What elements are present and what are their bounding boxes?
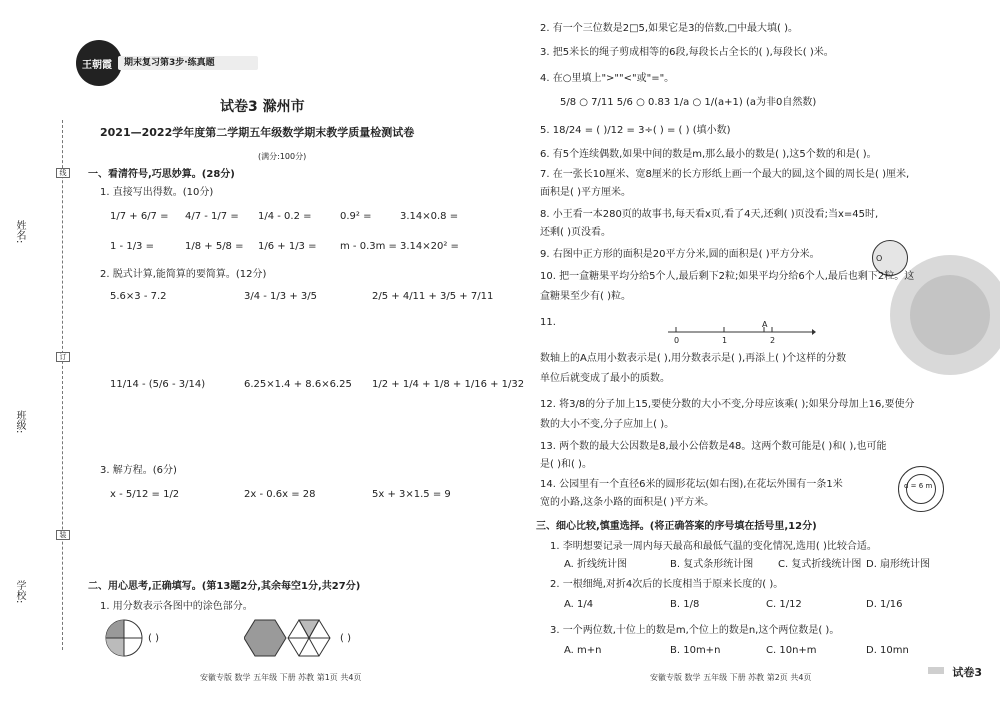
choice-option: B. 复式条形统计图 <box>670 559 754 570</box>
shaded-circle-figure <box>104 618 144 658</box>
oral-item: 1/4 - 0.2 = <box>258 211 312 222</box>
question-line: 14. 公园里有一个直径6米的圆形花坛(如右图),在花坛外围有一条1米 <box>540 479 843 490</box>
oral-item: 4/7 - 1/7 = <box>185 211 239 222</box>
calc-item: 6.25×1.4 + 8.6×6.25 <box>244 379 352 390</box>
oral-item: m - 0.3m = <box>340 241 397 252</box>
number-line <box>666 318 816 344</box>
oral-item: 1/7 + 6/7 = <box>110 211 169 222</box>
calc-item: 2/5 + 4/11 + 3/5 + 7/11 <box>372 291 494 302</box>
question-line: 9. 右图中正方形的面积是20平方分米,圆的面积是( )平方分米。 <box>540 249 820 260</box>
class-label: 班级: <box>14 410 25 434</box>
q2-title: 2. 脱式计算,能简算的要简算。(12分) <box>100 269 267 280</box>
oral-item: 1/6 + 1/3 = <box>258 241 317 252</box>
oral-item: 1 - 1/3 = <box>110 241 154 252</box>
oral-item: 3.14×0.8 = <box>400 211 459 222</box>
choice-option: A. 折线统计图 <box>564 559 628 570</box>
step-label: 期末复习第3步·练真题 <box>124 58 215 68</box>
exam-title: 2021—2022学年度第二学期五年级数学期末教学质量检测试卷 <box>100 126 415 139</box>
choice-option: A. m+n <box>564 645 602 656</box>
figure9-center: O <box>876 254 883 263</box>
q3-title: 3. 解方程。(6分) <box>100 465 177 476</box>
answer-blank: ( ) <box>148 633 159 644</box>
equation-item: x - 5/12 = 1/2 <box>110 489 180 500</box>
question-line: 13. 两个数的最大公因数是8,最小公倍数是48。这两个数可能是( )和( ),也可能 <box>540 441 887 452</box>
choice-option: B. 1/8 <box>670 599 700 610</box>
question-line: 8. 小王看一本280页的故事书,每天看x页,看了4天,还剩( )页没看;当x=45时, <box>540 209 879 220</box>
answer-blank: ( ) <box>340 633 351 644</box>
page-footer: 安徽专版 数学 五年级 下册 苏教 第2页 共4页 <box>650 673 812 682</box>
choice-option: C. 复式折线统计图 <box>778 559 862 570</box>
page-footer: 安徽专版 数学 五年级 下册 苏教 第1页 共4页 <box>200 673 362 682</box>
question-line: 是( )和( )。 <box>540 459 592 470</box>
question-line: 单位后就变成了最小的质数。 <box>540 373 670 384</box>
choice-option: A. 1/4 <box>564 599 594 610</box>
choice-question: 2. 一根细绳,对折4次后的长度相当于原来长度的( )。 <box>550 579 784 590</box>
question-line: 12. 将3/8的分子加上15,要使分数的大小不变,分母应该乘( );如果分母加上16,要使分 <box>540 399 915 410</box>
choice-option: C. 10n+m <box>766 645 817 656</box>
binding-mark: 订 <box>56 352 70 362</box>
figure14-label: d = 6 m <box>904 482 933 490</box>
question-line: 宽的小路,这条小路的面积是( )平方米。 <box>540 497 715 508</box>
numberline-label: 0 <box>674 336 680 345</box>
question-line: 4. 在○里填上">""<"或"="。 <box>540 73 675 84</box>
choice-option: D. 10mn <box>866 645 909 656</box>
full-score: (满分:100分) <box>258 152 307 161</box>
binding-strip <box>12 40 46 640</box>
brand-name: 王朝霞 <box>82 60 112 71</box>
question-line: 10. 把一盒糖果平均分给5个人,最后剩下2粒;如果平均分给6个人,最后也剩下2粒。这 <box>540 271 915 282</box>
section2-title: 二、用心思考,正确填写。(第13题2分,其余每空1分,共27分) <box>88 581 361 592</box>
question-line: 5/8 ○ 7/11 5/6 ○ 0.83 1/a ○ 1/(a+1) (a为非0自然数) <box>560 97 817 108</box>
question-line: 2. 有一个三位数是2□5,如果它是3的倍数,□中最大填( )。 <box>540 23 799 34</box>
choice-question: 3. 一个两位数,十位上的数是m,个位上的数是n,这个两位数是( )。 <box>550 625 840 636</box>
numberline-point-label: A <box>762 320 768 329</box>
choice-question: 1. 李明想要记录一周内每天最高和最低气温的变化情况,选用( )比较合适。 <box>550 541 877 552</box>
binding-mark: 线 <box>56 168 70 178</box>
choice-option: D. 1/16 <box>866 599 903 610</box>
school-label: 学校: <box>14 580 25 604</box>
calc-item: 1/2 + 1/4 + 1/8 + 1/16 + 1/32 <box>372 379 525 390</box>
oral-item: 1/8 + 5/8 = <box>185 241 244 252</box>
numberline-label: 2 <box>770 336 776 345</box>
question-line: 7. 在一张长10厘米、宽8厘米的长方形纸上画一个最大的圆,这个圆的周长是( )厘米, <box>540 169 910 180</box>
name-label: 姓名: <box>14 220 25 244</box>
paper-tag: 试卷3 <box>952 666 982 679</box>
calc-item: 5.6×3 - 7.2 <box>110 291 167 302</box>
oral-item: 0.9² = <box>340 211 372 222</box>
oral-item: 3.14×20² = <box>400 241 459 252</box>
equation-item: 2x - 0.6x = 28 <box>244 489 316 500</box>
question-line: 面积是( )平方厘米。 <box>540 187 631 198</box>
question-line: 数的大小不变,分子应加上( )。 <box>540 419 675 430</box>
section3-title: 三、细心比较,慎重选择。(将正确答案的序号填在括号里,12分) <box>536 521 817 532</box>
calc-item: 3/4 - 1/3 + 3/5 <box>244 291 317 302</box>
binding-mark: 装 <box>56 530 70 540</box>
binding-line <box>62 120 63 650</box>
choice-option: B. 10m+n <box>670 645 721 656</box>
choice-option: C. 1/12 <box>766 599 802 610</box>
question-line: 盒糖果至少有( )粒。 <box>540 291 631 302</box>
question-line: 数轴上的A点用小数表示是( ),用分数表示是( ),再添上( )个这样的分数 <box>540 353 847 364</box>
numberline-label: 1 <box>722 336 728 345</box>
section1-title: 一、看清符号,巧思妙算。(28分) <box>88 169 235 180</box>
question-line: 11. <box>540 317 556 328</box>
calc-item: 11/14 - (5/6 - 3/14) <box>110 379 206 390</box>
paper-title: 试卷3 滁州市 <box>220 99 305 115</box>
question-line: 6. 有5个连续偶数,如果中间的数是m,那么最小的数是( ),这5个数的和是( )。 <box>540 149 877 160</box>
question-line: 还剩( )页没看。 <box>540 227 611 238</box>
s2-q1-title: 1. 用分数表示各图中的涂色部分。 <box>100 601 253 612</box>
question-line: 3. 把5米长的绳子剪成相等的6段,每段长占全长的( ),每段长( )米。 <box>540 47 834 58</box>
question-line: 5. 18/24 = ( )/12 = 3÷( ) = ( ) (填小数) <box>540 125 731 136</box>
right-page <box>500 0 1000 708</box>
choice-option: D. 扇形统计图 <box>866 559 931 570</box>
equation-item: 5x + 3×1.5 = 9 <box>372 489 451 500</box>
hexagon-figure <box>244 618 332 658</box>
q1-title: 1. 直接写出得数。(10分) <box>100 187 214 198</box>
